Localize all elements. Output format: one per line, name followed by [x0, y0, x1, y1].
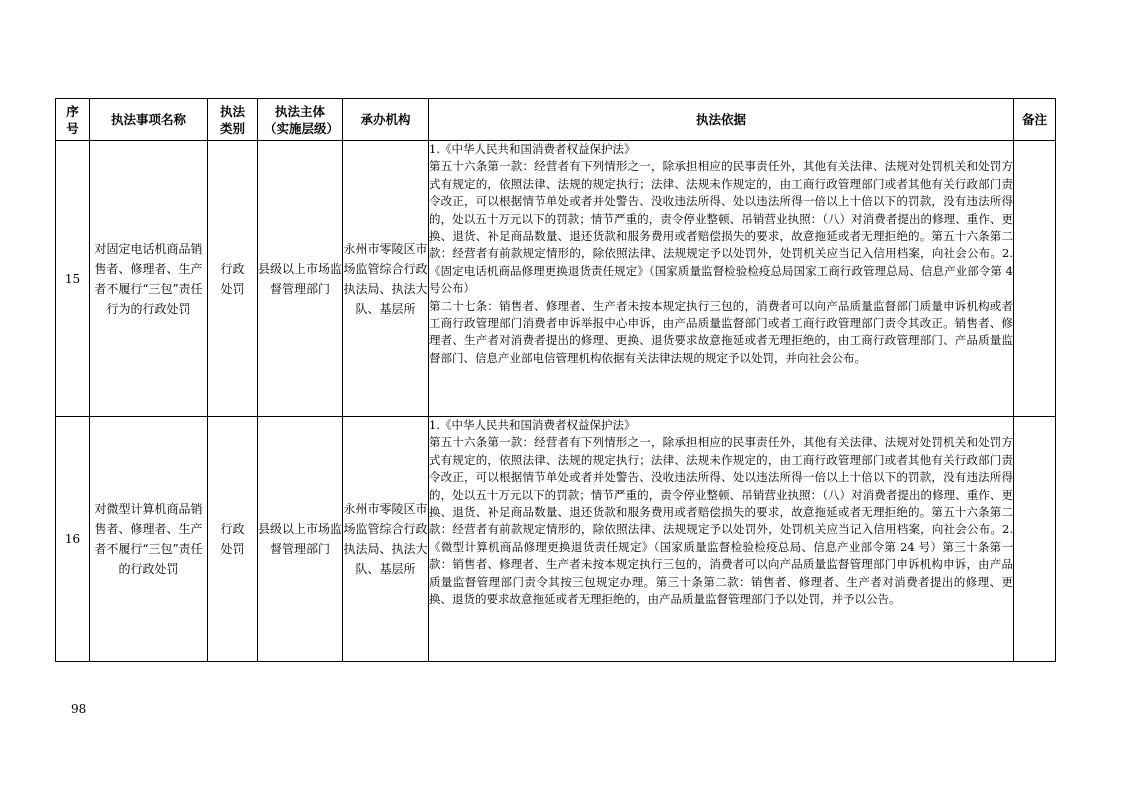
row-subject: 县级以上市场监督管理部门 — [258, 417, 343, 662]
row-enforcement-type: 行政处罚 — [208, 417, 258, 662]
basis-paragraph: 1.《中华人民共和国消费者权益保护法》 — [429, 418, 636, 432]
row-agency: 永州市零陵区市场监管综合行政执法局、执法大队、基层所 — [343, 141, 429, 417]
header-name: 执法事项名称 — [90, 99, 208, 141]
basis-paragraph: 第五十六条第一款：经营者有下列情形之一，除承担相应的民事责任外，其他有关法律、法规对处罚机关和处罚方式有规定的，依照法律、法规的规定执行；法律、法规未作规定的，由工商行政管理部门或者其他有关行政部门责令改正，可以根据情节单处或者并处警告、没收违法所得、处以违法所得一倍以上十倍以下的罚款，没有违法所得的，处以五十万元以下的罚款；情节严重的，责令停业整顿、吊销营业执照：（八）对消费者提出的修理、重作、更换、退货、补足商品数量、退还货款和服务费用或者赔偿损失的要求，故意拖延或者无理拒绝的。第五十六条第二款：经营者有前款规定情形的，除依照法律、法规规定予以处罚外，处罚机关应当记入信用档案，向社会公布。2.《固定电话机商品修理更换退货责任规定》（国家质量监督检验检疫总局国家工商行政管理总局、信息产业部令第 4 号公布） — [429, 159, 1013, 296]
basis-paragraph: 第二十七条：销售者、修理者、生产者未按本规定执行三包的，消费者可以向产品质量监督部门质量申诉机构或者工商行政管理部门消费者申诉举报中心申诉，由产品质量监督部门或者工商行政管理部门责令其改正。销售者、修理者、生产者对消费者提出的修理、更换、退货要求故意拖延或者无理拒绝的，由工商行政管理部门、产品质量监督部门、信息产业部电信管理机构依据有关法律法规的规定予以处罚，并向社会公布。 — [429, 298, 1013, 365]
table-row — [56, 417, 1056, 662]
row-remark — [1014, 141, 1056, 417]
page-number: 98 — [71, 702, 87, 716]
row-subject: 县级以上市场监督管理部门 — [258, 141, 343, 417]
row-item-name: 对微型计算机商品销售者、修理者、生产者不履行“三包”责任的行政处罚 — [90, 417, 208, 662]
row-legal-basis — [429, 141, 1014, 417]
row-enforcement-type: 行政处罚 — [208, 141, 258, 417]
row-remark — [1014, 417, 1056, 662]
row-item-name: 对固定电话机商品销售者、修理者、生产者不履行“三包”责任行为的行政处罚 — [90, 141, 208, 417]
header-basis: 执法依据 — [429, 99, 1014, 141]
basis-paragraph: 1.《中华人民共和国消费者权益保护法》 — [429, 142, 636, 156]
row-seq: 16 — [56, 417, 90, 662]
header-subject: 执法主体（实施层级） — [258, 99, 343, 141]
header-type: 执法类别 — [208, 99, 258, 141]
header-agency: 承办机构 — [343, 99, 429, 141]
enforcement-table — [55, 98, 1056, 662]
header-seq: 序号 — [56, 99, 90, 141]
table-row — [56, 141, 1056, 417]
row-seq: 15 — [56, 141, 90, 417]
basis-paragraph: 第五十六条第一款：经营者有下列情形之一，除承担相应的民事责任外，其他有关法律、法规对处罚机关和处罚方式有规定的，依照法律、法规的规定执行；法律、法规未作规定的，由工商行政管理部门或者其他有关行政部门责令改正，可以根据情节单处或者并处警告、没收违法所得、处以违法所得一倍以上十倍以下的罚款，没有违法所得的，处以五十万元以下的罚款；情节严重的，责令停业整顿、吊销营业执照：（八）对消费者提出的修理、重作、更换、退货、补足商品数量、退还货款和服务费用或者赔偿损失的要求，故意拖延或者无理拒绝的。第五十六条第二款：经营者有前款规定情形的，除依照法律、法规规定予以处罚外，处罚机关应当记入信用档案，向社会公布。2.《微型计算机商品修理更换退货责任规定》（国家质量监督检验检疫总局、信息产业部令第 24 号）第三十条第一款：销售者、修理者、生产者未按本规定执行三包的，消费者可以向产品质量监督管理部门申诉机构申诉，由产品质量监督管理部门责令其按三包规定办理。第三十条第二款：销售者、修理者、生产者对消费者提出的修理、更换、退货的要求故意拖延或者无理拒绝的，由产品质量监督管理部门予以处罚，并予以公告。 — [429, 435, 1013, 607]
header-row — [56, 99, 1056, 141]
header-remark: 备注 — [1014, 99, 1056, 141]
row-legal-basis — [429, 417, 1014, 662]
row-agency: 永州市零陵区市场监管综合行政执法局、执法大队、基层所 — [343, 417, 429, 662]
